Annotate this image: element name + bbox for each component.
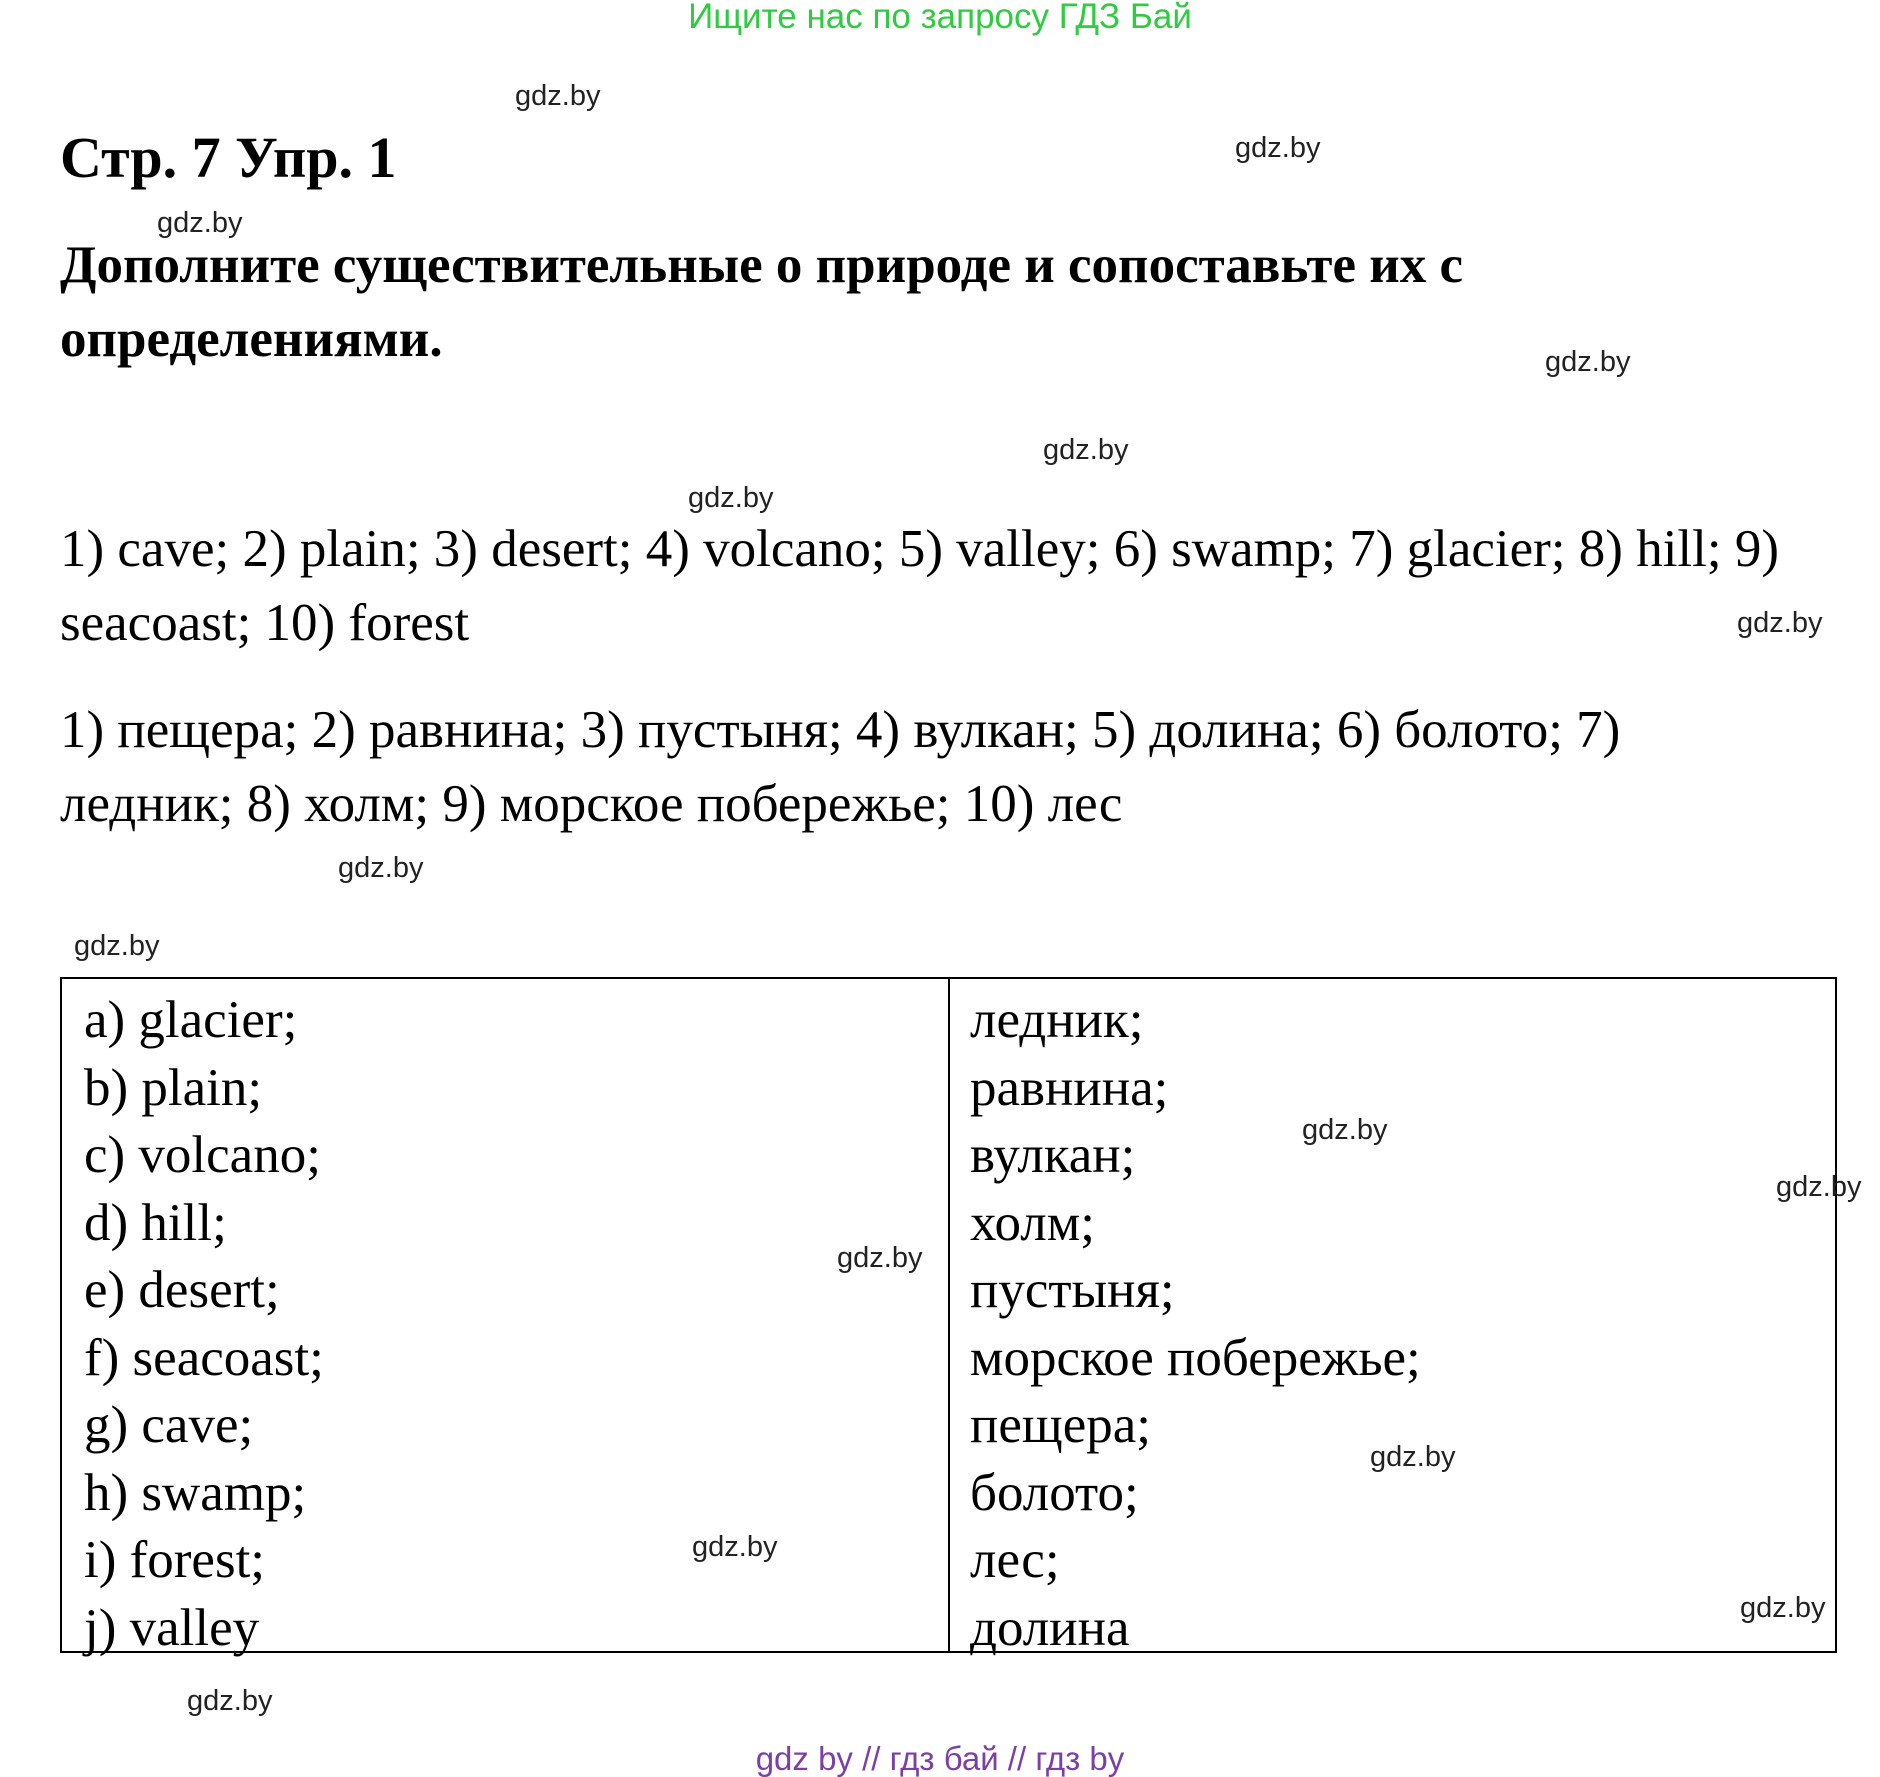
watermark: gdz.by [187, 1685, 273, 1717]
table-cell-english: j) valley [84, 1598, 260, 1657]
watermark: gdz.by [1302, 1114, 1388, 1146]
english-column [62, 979, 950, 1657]
russian-column [950, 979, 1835, 1657]
table-cell-russian: равнина; [970, 1058, 1169, 1117]
watermark: gdz.by [837, 1242, 923, 1274]
watermark: gdz.by [1043, 434, 1129, 466]
table-cell-english: b) plain; [84, 1058, 263, 1117]
table-cell-english: g) cave; [84, 1396, 254, 1454]
english-word-list: 1) cave; 2) plain; 3) desert; 4) volcano; 5) valley; 6) swamp; 7) glacier; 8) hill; 9) seacoast; 10) forest [60, 520, 1780, 652]
watermark: gdz.by [1235, 132, 1321, 164]
table-cell-english: c) volcano; [84, 1126, 321, 1184]
table-cell-english: i) forest; [84, 1531, 266, 1589]
watermark: gdz.by [692, 1531, 778, 1563]
watermark: gdz.by [515, 80, 601, 112]
watermark: gdz.by [1740, 1592, 1826, 1624]
table-cell-russian: холм; [970, 1193, 1095, 1252]
watermark: gdz.by [157, 207, 243, 239]
watermark: gdz.by [1737, 607, 1823, 639]
watermark: gdz.by [338, 852, 424, 884]
watermark: gdz.by [1776, 1171, 1862, 1203]
top-banner: Ищите нас по запросу ГДЗ Бай [688, 0, 1192, 36]
watermark: gdz.by [1370, 1441, 1456, 1473]
table-cell-english: d) hill; [84, 1193, 227, 1252]
watermark: gdz.by [1545, 346, 1631, 378]
footer-links: gdz by // гдз бай // гдз by [755, 1740, 1125, 1777]
table-cell-russian: пустыня; [970, 1261, 1175, 1319]
table-cell-russian: вулкан; [970, 1126, 1136, 1184]
watermark: gdz.by [688, 482, 774, 514]
table-cell-russian: болото; [970, 1463, 1139, 1522]
task-instruction: Дополните существительные о природе и сопоставьте их с определениями. [60, 236, 1464, 368]
table-cell-english: e) desert; [84, 1261, 280, 1319]
table-cell-russian: пещера; [970, 1396, 1151, 1454]
table-cell-english: h) swamp; [84, 1463, 307, 1522]
watermark: gdz.by [74, 930, 160, 962]
table-cell-russian: долина [970, 1598, 1130, 1657]
table-cell-english: a) glacier; [84, 991, 298, 1049]
table-cell-russian: лес; [970, 1531, 1060, 1589]
table-cell-russian: ледник; [970, 991, 1144, 1049]
matching-table [60, 977, 1837, 1657]
table-cell-english: f) seacoast; [84, 1328, 324, 1387]
page-title: Стр. 7 Упр. 1 [60, 125, 397, 190]
russian-word-list: 1) пещера; 2) равнина; 3) пустыня; 4) вулкан; 5) долина; 6) болото; 7) ледник; 8) холм; 9) морское побережье; 10) лес [60, 701, 1621, 833]
table-cell-russian: морское побережье; [970, 1328, 1421, 1387]
